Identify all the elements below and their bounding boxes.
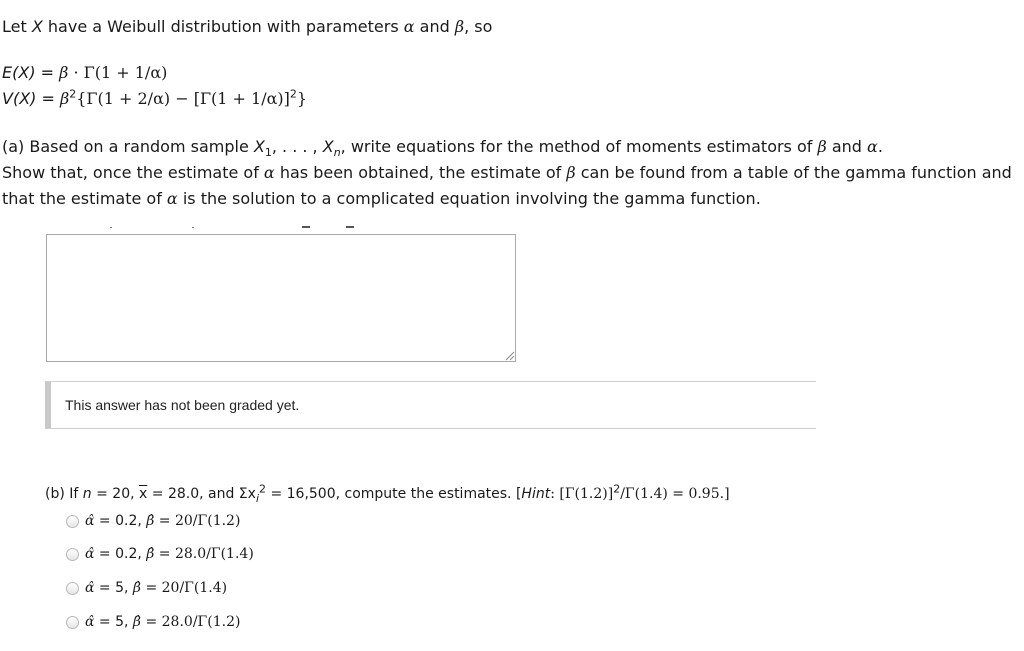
radio-button[interactable] [66,582,79,595]
subscript: n [333,146,341,160]
problem-intro [2,17,492,37]
radio-button[interactable] [66,616,79,629]
part-b-text: = 20, [91,486,140,502]
subscript: 1 [264,146,272,160]
alpha-symbol: α [403,17,415,36]
part-b-question [45,484,730,504]
part-a-text: is the solution to a complicated equation involving the gamma function. [177,189,761,208]
alpha-hat: α̂ [85,614,95,630]
part-a-text: can be found from a table of the gamma function and that the estimate of [2,163,1012,208]
alpha-hat: α̂ [85,513,95,529]
part-b-text: = 16,500, compute the estimates. [ [266,486,522,502]
beta-symbol: β [59,63,69,82]
answer-option[interactable] [66,614,240,636]
radio-button[interactable] [66,515,79,528]
part-a-text: (a) Based on a random sample [2,137,254,156]
mean-rhs: · Γ(1 + 1/α) [68,63,168,82]
hint-label: Hint [521,486,551,502]
cropped-text-remnant [108,226,368,232]
beta-symbol: β [59,89,70,108]
equals-sign: = [35,63,60,82]
part-a-text: , . . . , [271,137,323,156]
beta-hat: β̂ [132,580,142,596]
superscript: 2 [259,482,266,496]
part-b-text: = 28.0, and Σx [147,486,256,502]
answer-option[interactable] [66,580,227,602]
status-accent-bar [45,382,51,428]
mean-equation [2,63,167,83]
beta-hat: β̂ [146,546,155,562]
beta-hat: β̂ [132,614,142,630]
option-text: = 5, [94,614,133,630]
variance-rhs: {Γ(1 + 2/α) − [Γ(1 + 1/α)] [76,89,290,108]
alpha-hat: α̂ [85,580,95,596]
part-a-text: has been obtained, the estimate of [274,163,567,182]
part-b-text: : [Γ(1.2)] [550,486,614,502]
part-a-text: and [826,137,868,156]
intro-text: have a Weibull distribution with parameters [42,17,404,36]
option-text: = 0.2, [94,513,147,529]
option-text: = 20/Γ(1.2) [154,513,241,529]
radio-button[interactable] [66,548,79,561]
alpha-symbol: α [263,163,275,182]
part-a-question [2,134,1018,212]
variance-rhs-end: } [296,89,308,108]
option-text: = 28.0/Γ(1.4) [154,546,254,562]
superscript: 2 [289,87,297,101]
variance-lhs: V(X) [2,89,37,108]
variance-equation [2,89,307,109]
variable-x: X [322,137,334,156]
intro-text: and [414,17,455,36]
part-b-text: (b) If [45,486,83,502]
answer-textarea[interactable] [46,234,516,362]
variable-x: X [31,17,43,36]
answer-option[interactable] [66,513,240,535]
alpha-hat: α̂ [85,546,95,562]
superscript: 2 [69,87,77,101]
mean-lhs: E(X) [2,63,36,82]
option-text: = 0.2, [94,546,147,562]
option-text: = 20/Γ(1.4) [141,580,228,596]
option-text: = 28.0/Γ(1.2) [141,614,241,630]
alpha-symbol: α [867,137,878,156]
answer-option[interactable] [66,546,254,568]
part-b-text: /Γ(1.4) = 0.95.] [620,486,730,502]
option-text: = 5, [94,580,133,596]
intro-text: , so [464,17,493,36]
resize-handle-icon[interactable] [503,349,515,361]
subscript: i [255,491,259,505]
grading-status-box [45,381,816,429]
intro-text: Let [2,17,32,36]
variable-x: X [253,137,265,156]
part-a-text: . [877,137,883,156]
part-a-text: , write equations for the method of moments estimators of [340,137,818,156]
beta-symbol: β [454,17,465,36]
equals-sign: = [36,89,60,108]
beta-symbol: β [566,163,576,182]
grading-status-text: This answer has not been graded yet. [65,397,300,413]
beta-symbol: β [817,137,827,156]
alpha-symbol: α [166,189,178,208]
part-a-text: Show that, once the estimate of [2,163,264,182]
beta-hat: β̂ [146,513,155,529]
superscript: 2 [613,482,621,496]
variable-n: n [82,486,92,502]
variable-xbar: $\overline{x}$ [139,486,148,502]
